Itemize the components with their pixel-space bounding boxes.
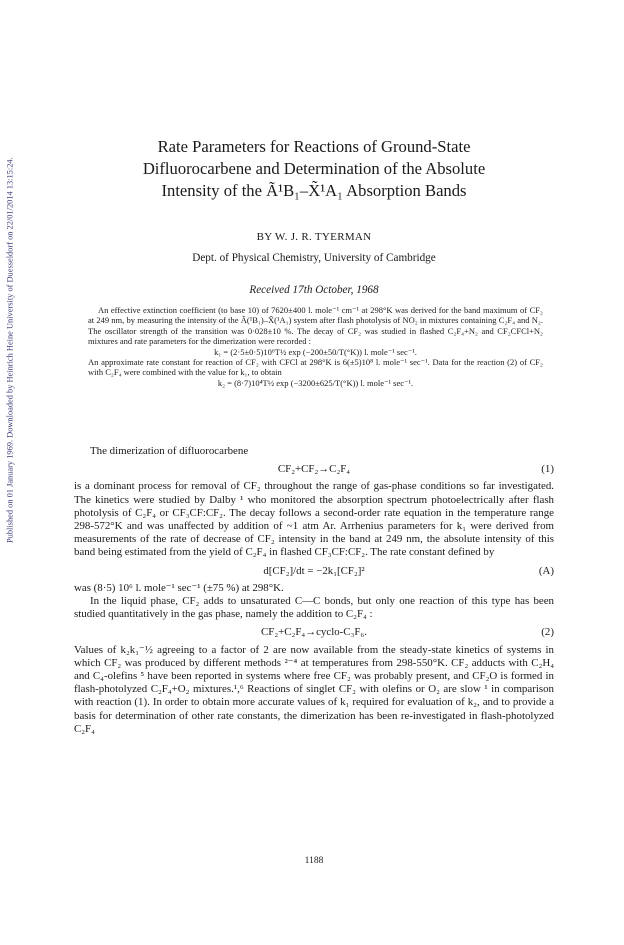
abstract [88, 305, 543, 388]
body-paragraph-3: In the liquid phase, CF₂ adds to unsaturated C—C bonds, but only one reaction of this type has been studied quantitatively in the gas phase, namely the addition to C₂F₄ : [74, 595, 554, 621]
body-paragraph-1: is a dominant process for removal of CF₂ throughout the range of gas-phase conditions so far investigated. The kinetics were studied by Dalby ¹ who monitored the absorption spectrum photoelectrically after flash photolysis of C₂F₄ or CF₃CF:CF₂. The decay follows a second-order rate equation in the temperature range 298-572°K and was unaffected by addition of ~1 atm Ar. Arrhenius parameters for k₁ were derived from measurements of the rate of decrease of CF₂ intensity in the band at 249 nm, the absolute intensity of this band being estimated from the yield of C₂F₄ in flashed CF₃CF:CF₂. The rate constant defined by [74, 480, 554, 559]
page-number: 1188 [304, 856, 324, 866]
title-line-3: Intensity of the Ã¹B₁–X̃¹A₁ Absorption Bands [161, 181, 467, 200]
abstract-equation-k2: k₂ = (8·7)10⁴T½ exp (−3200±625/T(°K)) l. mole⁻¹ sec⁻¹. [217, 377, 414, 388]
equation-1 [74, 463, 554, 476]
title-line-1: Rate Parameters for Reactions of Ground-State [157, 137, 471, 156]
equation-a-text: d[CF₂]/dt = −2k₁[CF₂]² [263, 564, 365, 577]
equation-1-number: (1) [541, 463, 554, 476]
equation-a [74, 565, 554, 578]
paper-title [74, 136, 554, 202]
body-text [74, 445, 554, 736]
equation-2-number: (2) [541, 626, 554, 639]
equation-1-text: CF₂+CF₂→C₂F₄ [277, 463, 351, 476]
body-paragraph-2: was (8·5) 10⁶ l. mole⁻¹ sec⁻¹ (±75 %) at 298°K. [74, 581, 284, 594]
publication-sidebar: Published on 01 January 1969. Downloaded by Heinrich Heine University of Duesseldorf on 22/01/2014 13:15:24. [5, 157, 15, 543]
title-line-2: Difluorocarbene and Determination of the Absolute [142, 159, 486, 178]
equation-2-text: CF₂+C₂F₄→cyclo-C₃F₆. [261, 626, 367, 639]
received-date: Received 17th October, 1968 [249, 284, 379, 296]
equation-a-number: (A) [538, 564, 554, 577]
abstract-paragraph-2: An approximate rate constant for reaction of CF₂ with CFCl at 298°K is 6(±5)10⁸ l. mole⁻¹ sec⁻¹. Data for the reaction (2) of CF₂ with C₂F₄ were combined with the value for k₁, to obtain [88, 357, 543, 378]
abstract-paragraph-1: An effective extinction coefficient (to base 10) of 7620±400 l. mole⁻¹ cm⁻¹ at 298°K was derived for the band maximum of CF₂ at 249 nm, by measuring the intensity of the Ã(¹B₁)–X̃(¹A₁) system after flash photolysis of NO₂ in mixtures containing C₂F₄ and N₂. The oscillator strength of the transition was 0·028±10 %. The decay of CF₂ was studied in flashed C₂F₄+N₂ and CF₂CFCl+N₂ mixtures and rate parameters for the dimerization were recorded : [88, 305, 543, 347]
abstract-equation-k1: k₁ = (2·5±0·5)10⁶T½ exp (−200±50/T(°K)) l. mole⁻¹ sec⁻¹. [214, 346, 417, 357]
body-paragraph-4: Values of k₂k₁⁻½ agreeing to a factor of 2 are now available from the steady-state kinetics of systems in which CF₂ was produced by different methods ²⁻⁴ at temperatures from 298-550°K. CF₂ adducts with C₂H₄ and C₄-olefins ⁵ have been reported in systems where free CF₂ was probably present, and CF₂O is formed in flash-photolyzed C₂F₄+O₂ mixtures.¹,⁶ Reactions of singlet CF₂ with olefins or O₂ are slow ¹ in comparison with reaction (1). In order to obtain more accurate values of k₁ required for evaluation of k₂, and to provide a basis for determination of other rate constants, the dimerization has been re-investigated in flash-photolyzed C₂F₄ [74, 643, 554, 735]
equation-2 [74, 626, 554, 639]
author: BY W. J. R. TYERMAN [256, 231, 372, 243]
affiliation: Dept. of Physical Chemistry, University of Cambridge [192, 252, 436, 264]
body-intro: The dimerization of difluorocarbene [90, 445, 249, 457]
